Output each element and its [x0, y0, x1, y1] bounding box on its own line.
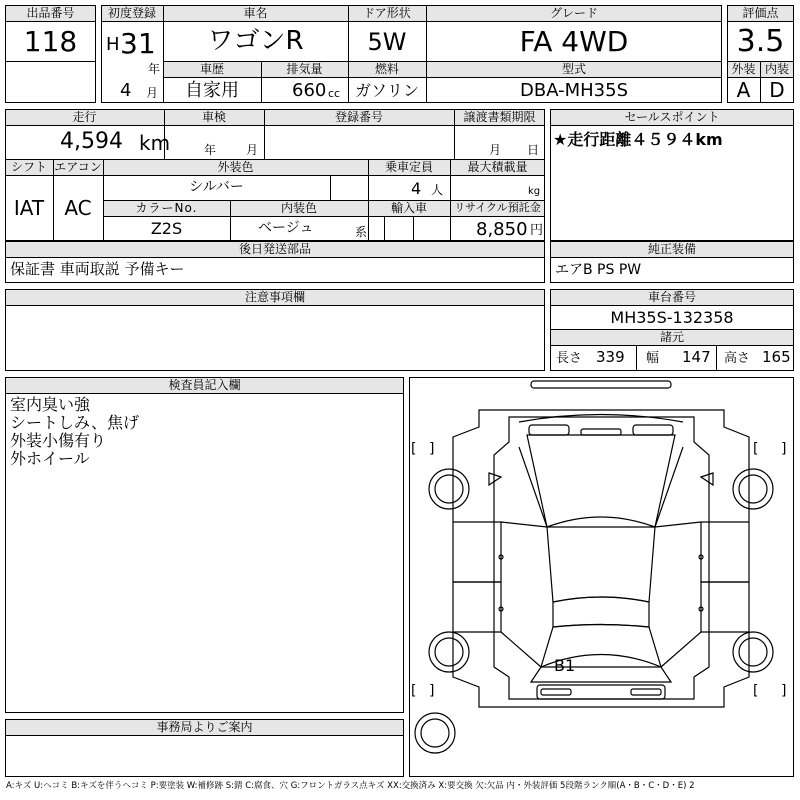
era-letter: H: [106, 34, 120, 55]
exterior-color: シルバー: [189, 179, 244, 195]
transfer-deadline-label: 譲渡書類期限: [463, 110, 536, 124]
door-type-label: ドア形状: [363, 6, 411, 20]
registration-month: 4: [120, 80, 132, 101]
inspection-label: 車検: [201, 110, 226, 124]
diagram-bracket: [: [411, 683, 417, 699]
ac-label: エアコン: [54, 160, 102, 174]
damage-mark: B1: [554, 656, 576, 675]
diagram-bracket: [: [753, 683, 759, 699]
sales-point-label: セールスポイント: [624, 110, 720, 124]
car-name-label: 車名: [243, 6, 268, 20]
displacement: 660: [292, 80, 327, 101]
score-label: 評価点: [742, 6, 779, 20]
sales-point: ★走行距離４５９４km: [553, 130, 723, 149]
color-number-label: カラーNo.: [135, 201, 198, 215]
model-code: DBA-MH35S: [519, 80, 629, 101]
diagram-bracket: ]: [429, 441, 435, 457]
exterior-color-label: 外装色: [217, 160, 254, 174]
shift: IAT: [13, 196, 45, 220]
exterior-grade-label: 外装: [731, 62, 756, 76]
exterior-grade: A: [736, 78, 751, 102]
fuel-label: 燃料: [374, 62, 399, 76]
lot-number-label: 出品番号: [26, 6, 75, 20]
recycle-deposit: 8,850: [476, 219, 528, 240]
door-type: 5W: [367, 28, 407, 56]
recycle-unit: 円: [530, 223, 544, 238]
inspector-note: 外ホイール: [10, 449, 90, 468]
import-label: 輸入車: [390, 201, 427, 215]
mileage-label: 走行: [72, 110, 97, 124]
length-label: 長さ: [556, 351, 583, 366]
year-unit: 年: [148, 62, 161, 76]
diagram-bracket: [: [411, 441, 417, 457]
month-unit: 月: [146, 86, 159, 100]
history-label: 車歴: [199, 62, 224, 76]
genuine-equipment: エアB PS PW: [555, 262, 642, 278]
inspector-note: シートしみ、焦げ: [10, 413, 139, 432]
inspector-notes-label: 検査員記入欄: [168, 378, 241, 392]
vehicle-history: 自家用: [185, 80, 239, 101]
fuel: ガソリン: [354, 81, 419, 100]
ac: AC: [64, 196, 92, 220]
grade-label: グレード: [549, 6, 598, 20]
length: 339: [596, 348, 625, 366]
model-code-label: 型式: [561, 62, 586, 76]
diagram-bracket: [: [753, 441, 759, 457]
plate-number-label: 登録番号: [334, 110, 383, 124]
interior-grade-label: 内装: [764, 62, 789, 76]
mileage: 4,594: [60, 129, 123, 154]
displacement-label: 排気量: [286, 62, 323, 76]
chassis-number: MH35S-132358: [610, 308, 734, 327]
transfer-day-unit: 日: [527, 143, 540, 157]
rear-parts-label: 後日発送部品: [238, 242, 311, 256]
shift-label: シフト: [10, 160, 47, 174]
max-load-label: 最大積載量: [467, 160, 528, 174]
first-registration-label: 初度登録: [107, 6, 156, 20]
transfer-month-unit: 月: [489, 143, 502, 157]
recycle-deposit-label: リサイクル預託金: [454, 201, 541, 214]
inspector-note: 室内臭い強: [10, 395, 91, 414]
width-label: 幅: [646, 351, 660, 366]
registration-year: 31: [120, 27, 156, 60]
diagram-bracket: ]: [781, 683, 787, 699]
lot-number: 118: [23, 25, 78, 58]
seats-unit: 人: [431, 183, 444, 197]
rear-parts: 保証書 車両取説 予備キー: [10, 260, 185, 278]
diagram-bracket: ]: [429, 683, 435, 699]
height: 165: [762, 348, 791, 366]
interior-color-unit: 系: [355, 225, 368, 239]
office-notice-label: 事務局よりご案内: [156, 720, 253, 734]
genuine-equipment-label: 純正装備: [647, 242, 696, 256]
interior-color-label: 内装色: [280, 201, 317, 215]
color-number: Z2S: [150, 219, 183, 238]
car-damage-diagram: [409, 377, 793, 776]
displacement-unit: cc: [328, 87, 341, 100]
car-name: ワゴンR: [207, 26, 304, 56]
interior-color: ベージュ: [258, 220, 314, 236]
max-load-unit: kg: [528, 186, 541, 197]
height-label: 高さ: [724, 351, 751, 366]
chassis-number-label: 車台番号: [647, 290, 696, 304]
interior-grade: D: [769, 78, 785, 102]
notes-label: 注意事項欄: [244, 290, 305, 304]
dimensions-label: 諸元: [659, 330, 684, 344]
legend: A:キズ U:ヘコミ B:キズを伴うヘコミ P:要塗装 W:補修跡 S:錆 C:腐食、穴 G:フロントガラス点キズ XX:交換済み X:要交換 欠:欠品 内・外装評価 5段階ランク順(A・B・C・D・E) 2: [6, 781, 695, 791]
width: 147: [682, 348, 711, 366]
seats: 4: [411, 179, 422, 198]
inspection-month-unit: 月: [246, 143, 259, 157]
mileage-unit: km: [139, 131, 171, 155]
overall-score: 3.5: [736, 24, 785, 59]
seats-label: 乗車定員: [384, 160, 433, 174]
inspector-note: 外装小傷有り: [10, 431, 107, 450]
inspection-year-unit: 年: [204, 143, 217, 157]
grade: FA 4WD: [519, 25, 629, 58]
diagram-bracket: ]: [781, 441, 787, 457]
